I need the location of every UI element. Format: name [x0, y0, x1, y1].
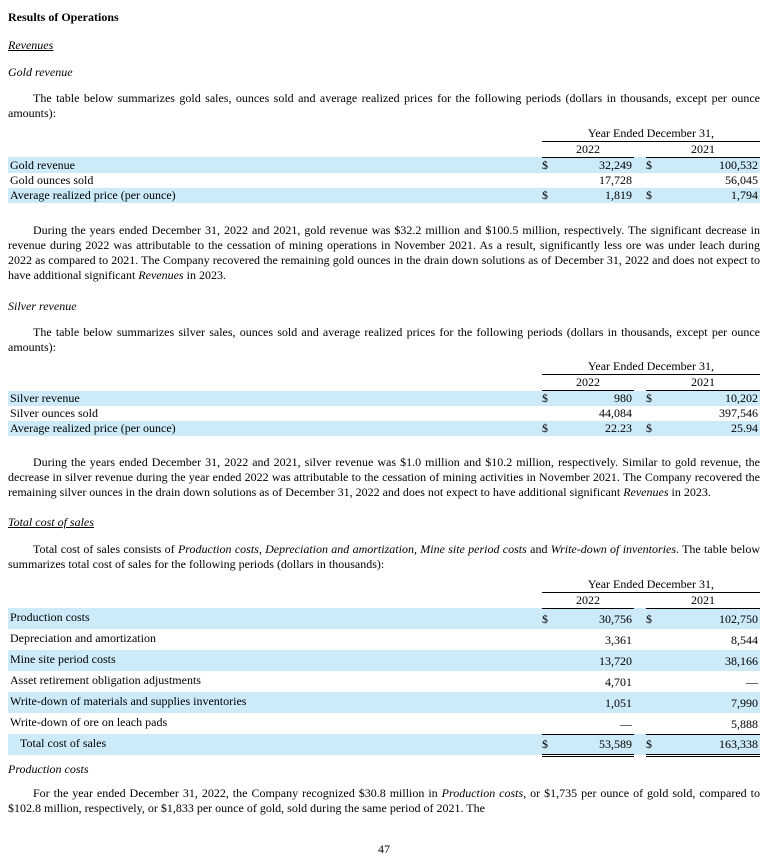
heading-silver-revenue: Silver revenue	[8, 298, 77, 313]
currency-symbol: $	[646, 608, 660, 629]
column-header-2022: 2022	[542, 375, 634, 391]
text-segment: , or $1,735 per ounce of gold sold, compared to $102.8 million, respectively, or $1,833 per ounce of gold, sold during the same period of 2021. The	[8, 785, 760, 815]
row-label: Gold ounces sold	[10, 172, 94, 187]
value-2021: 1,794	[660, 188, 760, 203]
paragraph-silver-intro: The table below summarizes silver sales, ounces sold and average realized prices for the following periods (dollars in thousands, except per ounce amounts):	[8, 324, 760, 354]
heading-total-cost-of-sales: Total cost of sales	[8, 515, 94, 529]
row-label: Gold revenue	[8, 157, 542, 173]
table-row	[8, 157, 760, 173]
value-2021: 163,338	[660, 734, 760, 755]
currency-symbol	[646, 671, 660, 692]
text-segment: and	[526, 542, 551, 556]
value-2021: 8,544	[731, 633, 758, 647]
row-label: Mine site period costs	[8, 650, 542, 671]
currency-symbol: $	[542, 734, 556, 755]
text-segment: in 2023.	[183, 267, 226, 282]
text-segment: During the years ended December 31, 2022 and 2021, silver revenue was $1.0 million and $10.2 million, respectively. Similar to gold revenue, the decrease in silver revenue during the year ended 2022 was attributable to the cessation of mining activities in November 2021. The Company recovered the remaining silver ounces in the drain down solutions as of December 31, 2022 and does not expect to have additional significant	[8, 455, 760, 499]
page-title: Results of Operations	[8, 10, 119, 24]
value-2022: 3,361	[604, 633, 632, 647]
table-header-years-row	[8, 375, 760, 391]
value-2021: —	[746, 675, 758, 689]
value-2022: 17,728	[598, 172, 632, 187]
period-header: Year Ended December 31,	[542, 576, 760, 592]
row-label: Production costs	[8, 608, 542, 629]
text-segment: For the year ended December 31, 2022, the Company recognized $30.8 million in	[33, 785, 442, 800]
currency-symbol	[646, 629, 660, 650]
value-2022: 4,701	[604, 675, 632, 689]
table-row	[8, 629, 760, 650]
table-row	[8, 406, 760, 421]
column-header-2022: 2022	[542, 141, 634, 157]
row-label: Silver revenue	[8, 391, 542, 407]
currency-symbol	[646, 406, 660, 421]
value-2022: 32,249	[556, 157, 634, 173]
currency-symbol: $	[646, 188, 660, 203]
currency-symbol	[646, 692, 660, 713]
row-label: Average realized price (per ounce)	[8, 188, 542, 203]
table-row	[8, 608, 760, 629]
value-2022: 980	[556, 391, 634, 407]
heading-gold-revenue: Gold revenue	[8, 65, 73, 79]
period-header: Year Ended December 31,	[542, 125, 760, 141]
table-row	[8, 173, 760, 188]
table-row	[8, 671, 760, 692]
column-header-2021: 2021	[646, 375, 760, 391]
value-2021: 100,532	[660, 157, 760, 173]
row-label: Depreciation and amortization	[10, 631, 156, 645]
table-header-period-row	[8, 125, 760, 141]
table-header-years-row	[8, 592, 760, 608]
currency-symbol: $	[646, 391, 660, 407]
text-segment: . The table below summarizes total cost of sales for the following periods (dollars in thousands):	[8, 542, 761, 571]
heading-production-costs: Production costs	[8, 761, 89, 776]
value-2021: 25.94	[660, 421, 760, 436]
table-row-total	[8, 734, 760, 755]
column-header-2021: 2021	[646, 592, 760, 608]
currency-symbol	[646, 173, 660, 188]
text-segment: in 2023.	[668, 485, 711, 499]
currency-symbol	[542, 406, 556, 421]
value-2022: 22.23	[556, 421, 634, 436]
currency-symbol	[542, 629, 556, 650]
value-2022: 53,589	[556, 734, 634, 755]
paragraph-cost-intro	[8, 542, 760, 572]
text-segment-italic: Revenues	[138, 267, 184, 282]
table-row	[8, 421, 760, 436]
column-header-2021: 2021	[646, 141, 760, 157]
table-header-period-row	[8, 359, 760, 375]
value-2022: 30,756	[556, 608, 634, 629]
value-2021: 5,888	[660, 713, 760, 734]
currency-symbol	[646, 713, 660, 734]
currency-symbol: $	[646, 734, 660, 755]
value-2022: 13,720	[556, 650, 634, 671]
currency-symbol	[542, 713, 556, 734]
table-row	[8, 391, 760, 407]
paragraph-gold-discussion	[8, 223, 760, 283]
currency-symbol	[542, 692, 556, 713]
paragraph-gold-intro: The table below summarizes gold sales, ounces sold and average realized prices for the following periods (dollars in thousands, except per ounce amounts):	[8, 91, 760, 120]
row-label: Total cost of sales	[8, 734, 542, 755]
currency-symbol: $	[542, 391, 556, 407]
row-label: Write-down of ore on leach pads	[10, 715, 168, 729]
value-2022: 1,051	[556, 692, 634, 713]
currency-symbol	[542, 650, 556, 671]
text-segment-italic: Production costs	[441, 785, 524, 800]
gold-revenue-table	[8, 125, 760, 203]
currency-symbol: $	[646, 157, 660, 173]
currency-symbol	[542, 173, 556, 188]
silver-revenue-table	[8, 359, 760, 437]
currency-symbol: $	[542, 157, 556, 173]
period-header: Year Ended December 31,	[542, 359, 760, 375]
table-header-years-row	[8, 141, 760, 157]
row-label: Asset retirement obligation adjustments	[10, 673, 201, 687]
currency-symbol: $	[646, 421, 660, 436]
value-2022: —	[556, 713, 634, 734]
currency-symbol: $	[542, 421, 556, 436]
table-row	[8, 650, 760, 671]
total-cost-of-sales-table	[8, 576, 760, 757]
row-label: Write-down of materials and supplies inventories	[8, 692, 542, 713]
value-2021: 102,750	[660, 608, 760, 629]
value-2022: 44,084	[598, 406, 632, 420]
heading-revenues: Revenues	[8, 38, 54, 52]
value-2021: 7,990	[660, 692, 760, 713]
row-label: Average realized price (per ounce)	[8, 421, 542, 436]
table-header-period-row	[8, 576, 760, 592]
currency-symbol	[646, 650, 660, 671]
value-2021: 397,546	[719, 406, 758, 420]
currency-symbol	[542, 671, 556, 692]
currency-symbol: $	[542, 188, 556, 203]
value-2021: 38,166	[660, 650, 760, 671]
paragraph-production-discussion	[8, 786, 760, 816]
page-number: 47	[378, 841, 390, 856]
table-row	[8, 692, 760, 713]
text-segment-italic: Write-down of inventories	[550, 542, 677, 556]
value-2021: 56,045	[725, 172, 758, 187]
paragraph-silver-discussion	[8, 455, 760, 500]
text-segment: Total cost of sales consists of	[33, 542, 178, 556]
currency-symbol: $	[542, 608, 556, 629]
text-segment: During the years ended December 31, 2022 and 2021, gold revenue was $32.2 million and $100.5 million, respectively. The significant decrease in revenue during 2022 was attributable to the cessation of mining operations in November 2021. As a result, significantly less ore was under leach during 2022 as compared to 2021. The Company recovered the remaining gold ounces in the drain down solutions as of December 31, 2022 and does not expect to have additional significant	[8, 222, 760, 282]
text-segment-italic: Revenues	[623, 485, 669, 499]
value-2022: 1,819	[556, 188, 634, 203]
column-header-2022: 2022	[542, 592, 634, 608]
text-segment-italic: Production costs, Depreciation and amortization, Mine site period costs	[177, 542, 527, 556]
value-2021: 10,202	[660, 391, 760, 407]
row-label: Silver ounces sold	[10, 406, 98, 420]
table-row	[8, 713, 760, 734]
table-row	[8, 188, 760, 203]
